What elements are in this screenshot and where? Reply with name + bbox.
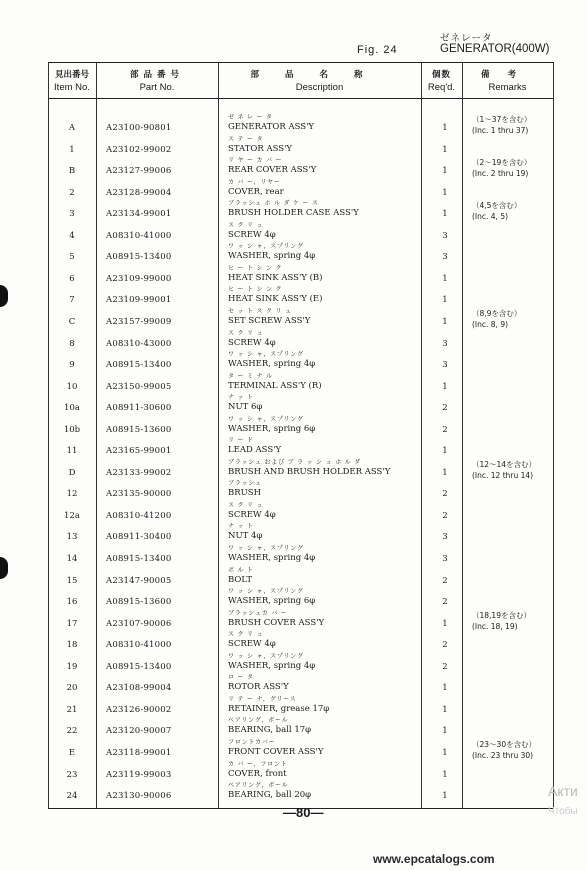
item-number: B xyxy=(68,166,76,177)
description-jp: ス ク リ ュ xyxy=(228,501,264,509)
remarks-jp: （4,5を含む） xyxy=(472,201,522,211)
quantity-required: 2 xyxy=(442,403,448,414)
quantity-required: 1 xyxy=(442,769,448,780)
item-number: 13 xyxy=(66,532,78,543)
description-jp: ワ ッ シ ャ，スプリング xyxy=(228,351,304,359)
activation-overlay-text: Акти xyxy=(548,783,578,799)
quantity-required: 2 xyxy=(442,489,448,500)
part-description xyxy=(228,308,310,327)
header-part-no: 部品番号 Part No. xyxy=(129,70,184,93)
table-row xyxy=(48,114,553,136)
part-number: A08915-13400 xyxy=(106,554,172,564)
table-row xyxy=(48,157,553,179)
description-jp: ブラッシュ および ブ ラ ッ シ ュ ホ ル ダ xyxy=(228,458,361,466)
binding-hole-mark xyxy=(0,557,8,579)
table-row xyxy=(48,437,553,459)
description-en: NUT 4φ xyxy=(228,531,263,542)
quantity-required: 1 xyxy=(442,704,448,715)
part-description xyxy=(228,136,292,155)
header-required: 個数 Req'd. xyxy=(427,70,456,93)
table-row xyxy=(48,179,553,201)
description-en: NUT 6φ xyxy=(228,402,263,413)
item-number: C xyxy=(68,316,76,327)
table-row xyxy=(48,136,553,158)
part-description xyxy=(228,588,315,607)
remarks-en: (Inc. 18, 19) xyxy=(472,621,518,631)
part-number: A23147-90005 xyxy=(106,575,172,586)
description-jp: ワ ッ シ ャ，スプリング xyxy=(228,415,304,423)
description-en: BEARING, ball 20φ xyxy=(228,790,312,801)
item-number: A xyxy=(68,123,76,133)
item-number: 8 xyxy=(69,338,75,349)
item-number: 5 xyxy=(69,252,75,263)
quantity-required: 1 xyxy=(442,316,448,327)
description-en: WASHER, spring 4φ xyxy=(228,359,316,370)
remarks-jp: （8,9を含む） xyxy=(472,308,522,318)
description-en: ROTOR ASS'Y xyxy=(228,682,289,693)
part-number: A23128-99004 xyxy=(106,187,172,198)
description-en: STATOR ASS'Y xyxy=(228,143,293,154)
remarks xyxy=(472,308,521,330)
item-number: 12 xyxy=(66,489,78,500)
quantity-required: 1 xyxy=(442,144,448,155)
item-number: 10 xyxy=(66,381,78,392)
part-description xyxy=(228,200,359,219)
part-number: A23102-99002 xyxy=(106,144,172,155)
part-number: A23126-90002 xyxy=(106,704,172,715)
description-en: SCREW 4φ xyxy=(228,639,276,650)
description-jp: ブラッシュカ バ ー xyxy=(228,609,288,617)
part-number: A23133-99002 xyxy=(106,467,172,478)
remarks-jp: （12〜14を含む） xyxy=(472,459,537,469)
part-description xyxy=(228,373,322,392)
part-description xyxy=(228,114,314,133)
activation-overlay-text: Чтобы xyxy=(548,806,578,817)
part-description xyxy=(228,480,262,499)
quantity-required: 2 xyxy=(442,597,448,608)
description-en: HEAT SINK ASS'Y (E) xyxy=(228,294,323,305)
part-description xyxy=(228,653,315,672)
remarks-jp: （1〜37を含む） xyxy=(472,115,532,124)
description-jp: セ ッ ト ス ク リ ュ xyxy=(228,307,292,315)
table-row xyxy=(48,653,553,675)
item-number: 17 xyxy=(66,618,78,629)
item-number: 22 xyxy=(66,726,78,737)
description-jp: ゼ ネ レ ー タ xyxy=(228,114,273,121)
description-jp: ヒ ー ト シ ン ク xyxy=(228,264,283,272)
table-row xyxy=(48,696,553,718)
table-row xyxy=(48,286,553,308)
description-jp: ベアリング，ボール xyxy=(228,717,289,725)
table-row xyxy=(48,567,553,589)
quantity-required: 3 xyxy=(442,338,448,349)
quantity-required: 1 xyxy=(442,187,448,198)
quantity-required: 3 xyxy=(442,532,448,543)
item-number: 15 xyxy=(66,575,78,586)
part-description xyxy=(228,567,254,586)
part-number: A23150-99005 xyxy=(106,381,172,392)
table-row xyxy=(48,200,553,222)
description-jp: リ ー ド xyxy=(228,437,254,445)
description-jp: ナ ッ ト xyxy=(228,523,254,531)
item-number: E xyxy=(68,747,76,758)
part-number: A08310-43000 xyxy=(106,338,172,349)
description-jp: ワ ッ シ ャ，スプリング xyxy=(228,545,304,552)
description-jp: ス ク リ ュ xyxy=(228,329,264,337)
part-description xyxy=(228,610,324,629)
description-jp: ワ ッ シ ャ，スプリング xyxy=(228,652,304,660)
description-en: SCREW 4φ xyxy=(228,509,276,520)
part-description xyxy=(228,523,262,542)
table-row xyxy=(48,351,553,373)
quantity-required: 1 xyxy=(442,123,448,133)
remarks xyxy=(472,157,531,179)
part-number: A23108-99004 xyxy=(106,683,172,694)
part-number: A23127-99006 xyxy=(106,166,172,177)
table-row xyxy=(48,588,553,610)
item-number: 12a xyxy=(64,510,80,521)
page-number: —80— xyxy=(283,805,324,820)
description-en: WASHER, spring 4φ xyxy=(228,553,316,563)
quantity-required: 1 xyxy=(442,166,448,177)
part-description xyxy=(228,761,288,780)
remarks-en: (Inc. 8, 9) xyxy=(472,319,509,329)
table-row xyxy=(48,459,553,481)
quantity-required: 3 xyxy=(442,360,448,371)
part-description xyxy=(228,222,276,241)
item-number: 2 xyxy=(69,187,75,198)
item-number: 19 xyxy=(66,661,78,672)
part-number: A23118-99001 xyxy=(106,747,172,758)
description-jp: ワ ッ シ ャ，スプリング xyxy=(228,588,304,596)
description-jp: フロントカバー xyxy=(228,738,276,746)
description-en: HEAT SINK ASS'Y (B) xyxy=(228,272,323,283)
description-en: FRONT COVER ASS'Y xyxy=(228,746,324,757)
quantity-required: 1 xyxy=(442,446,448,457)
remarks-en: (Inc. 2 thru 19) xyxy=(472,169,529,179)
quantity-required: 3 xyxy=(442,252,448,263)
remarks xyxy=(472,200,521,222)
part-description xyxy=(228,631,276,650)
description-jp: ブラッシュ xyxy=(228,480,262,488)
table-row xyxy=(48,631,553,653)
figure-title: GENERATOR(400W) xyxy=(440,43,550,55)
table-row xyxy=(48,717,553,739)
quantity-required: 1 xyxy=(442,683,448,694)
description-en: COVER, rear xyxy=(228,186,284,197)
description-jp: ス ク リ ュ xyxy=(228,221,264,229)
part-number: A08915-13400 xyxy=(106,360,172,371)
part-description xyxy=(228,502,276,521)
part-description xyxy=(228,394,262,413)
part-description xyxy=(228,545,315,564)
part-description xyxy=(228,782,311,801)
quantity-required: 2 xyxy=(442,510,448,521)
part-description xyxy=(228,717,311,736)
table-row xyxy=(48,782,553,804)
description-en: COVER, front xyxy=(228,768,287,779)
part-number: A08915-13400 xyxy=(106,252,172,263)
table-row xyxy=(48,330,553,352)
description-en: BRUSH xyxy=(228,488,262,499)
item-number: 9 xyxy=(69,360,75,371)
quantity-required: 1 xyxy=(442,273,448,284)
part-number: A23134-99001 xyxy=(106,209,172,220)
quantity-required: 1 xyxy=(442,295,448,306)
part-number: A08915-13400 xyxy=(106,661,172,672)
description-jp: カ バ ー，リヤー xyxy=(228,178,281,186)
part-number: A23107-90006 xyxy=(106,618,172,629)
description-en: BOLT xyxy=(228,574,252,585)
item-number: D xyxy=(68,467,76,478)
item-number: 21 xyxy=(66,704,78,715)
remarks-en: (Inc. 4, 5) xyxy=(472,212,509,222)
remarks xyxy=(472,610,531,632)
remarks-jp: （23〜30を含む） xyxy=(472,739,537,749)
quantity-required: 1 xyxy=(442,747,448,758)
quantity-required: 2 xyxy=(442,661,448,672)
quantity-required: 1 xyxy=(442,381,448,392)
part-description xyxy=(228,416,315,435)
description-jp: カ バ ー，フロント xyxy=(228,760,288,768)
quantity-required: 2 xyxy=(442,640,448,651)
part-number: A23120-90007 xyxy=(106,726,172,737)
header-description: 部品名称 Description xyxy=(250,70,389,93)
part-description xyxy=(228,179,284,198)
quantity-required: 2 xyxy=(442,575,448,586)
part-description xyxy=(228,265,323,284)
description-jp: ス テ ー タ xyxy=(228,135,264,143)
quantity-required: 3 xyxy=(442,554,448,564)
description-en: REAR COVER ASS'Y xyxy=(228,165,317,176)
part-description xyxy=(228,437,281,456)
table-row xyxy=(48,761,553,783)
item-number: 23 xyxy=(66,769,78,780)
part-number: A08310-41000 xyxy=(106,640,172,651)
table-row xyxy=(48,416,553,438)
description-en: BRUSH AND BRUSH HOLDER ASS'Y xyxy=(228,466,391,477)
description-en: SET SCREW ASS'Y xyxy=(228,315,311,326)
description-jp: タ ー ミ ナ ル xyxy=(228,372,273,380)
item-number: 10a xyxy=(64,403,80,414)
remarks-en: (Inc. 12 thru 14) xyxy=(472,470,534,480)
watermark: www.epcatalogs.com xyxy=(373,852,495,866)
remarks-jp: （2〜19を含む） xyxy=(472,158,532,168)
description-en: WASHER, spring 6φ xyxy=(228,596,316,607)
part-description xyxy=(228,739,323,758)
item-number: 4 xyxy=(69,230,75,241)
table-row xyxy=(48,308,553,330)
table-row xyxy=(48,394,553,416)
remarks-en: (Inc. 1 thru 37) xyxy=(472,126,529,135)
part-number: A08310-41000 xyxy=(106,230,172,241)
part-number: A23130-90006 xyxy=(106,791,172,802)
part-number: A23165-99001 xyxy=(106,446,172,457)
part-number: A23109-99001 xyxy=(106,295,172,306)
item-number: 1 xyxy=(69,144,75,155)
description-jp: リ ヤ ー カ バ ー xyxy=(228,157,283,165)
header-item-no: 見出番号 Item No. xyxy=(54,70,90,93)
part-number: A23109-99000 xyxy=(106,273,172,284)
part-number: A23135-90000 xyxy=(106,489,172,500)
figure-title-jp: ゼネレータ xyxy=(440,33,493,44)
item-number: 10b xyxy=(63,424,81,435)
item-number: 3 xyxy=(69,209,75,220)
description-jp: ロ ー タ xyxy=(228,674,254,682)
table-row xyxy=(48,480,553,502)
item-number: 14 xyxy=(66,554,78,564)
description-en: SCREW 4φ xyxy=(228,337,276,348)
description-en: RETAINER, grease 17φ xyxy=(228,703,330,714)
item-number: 20 xyxy=(66,683,78,694)
table-row xyxy=(48,739,553,761)
description-jp: ワ ッ シ ャ，スプリング xyxy=(228,243,304,251)
description-en: LEAD ASS'Y xyxy=(228,445,282,456)
table-row xyxy=(48,373,553,395)
quantity-required: 3 xyxy=(442,230,448,241)
part-description xyxy=(228,696,329,715)
description-en: TERMINAL ASS'Y (R) xyxy=(228,380,322,391)
description-jp: ナ ッ ト xyxy=(228,394,254,402)
quantity-required: 1 xyxy=(442,467,448,478)
item-number: 6 xyxy=(69,273,75,284)
table-row xyxy=(48,610,553,632)
part-description xyxy=(228,157,316,176)
description-en: WASHER, spring 4φ xyxy=(228,251,316,262)
description-en: SCREW 4φ xyxy=(228,229,276,240)
table-row xyxy=(48,265,553,287)
part-description xyxy=(228,674,289,693)
table-row xyxy=(48,523,553,545)
quantity-required: 1 xyxy=(442,791,448,802)
description-jp: ブラッシュ ホ ル ダ ケ ー ス xyxy=(228,200,319,208)
description-jp: ボ ル ト xyxy=(228,566,254,574)
description-jp: ス ク リ ュ xyxy=(228,631,264,639)
part-number: A23100-90801 xyxy=(106,123,172,133)
remarks-en: (Inc. 23 thru 30) xyxy=(472,750,534,760)
description-en: WASHER, spring 6φ xyxy=(228,423,316,434)
part-number: A08310-41200 xyxy=(106,510,172,521)
part-number: A08911-30600 xyxy=(106,403,172,414)
table-row xyxy=(48,222,553,244)
description-en: BEARING, ball 17φ xyxy=(228,725,312,736)
part-description xyxy=(228,330,276,349)
description-en: WASHER, spring 4φ xyxy=(228,660,316,671)
item-number: 18 xyxy=(66,640,78,651)
part-number: A08911-30400 xyxy=(106,532,172,543)
quantity-required: 1 xyxy=(442,209,448,220)
parts-table xyxy=(48,62,553,808)
quantity-required: 1 xyxy=(442,618,448,629)
remarks-jp: （18,19を含む） xyxy=(472,610,531,620)
part-number: A08915-13600 xyxy=(106,597,172,608)
remarks xyxy=(472,739,536,761)
part-description xyxy=(228,243,315,262)
item-number: 7 xyxy=(69,295,75,306)
part-description xyxy=(228,459,390,478)
table-row xyxy=(48,502,553,524)
part-number: A23119-99003 xyxy=(106,769,172,780)
description-jp: リ テ ー ナ，グリース xyxy=(228,695,297,703)
figure-number: Fig. 24 xyxy=(357,44,398,56)
remarks xyxy=(472,114,531,136)
header-remarks: 備考 Remarks xyxy=(480,70,534,93)
quantity-required: 1 xyxy=(442,726,448,737)
table-row xyxy=(48,545,553,567)
description-en: BRUSH COVER ASS'Y xyxy=(228,617,325,628)
part-number: A08915-13600 xyxy=(106,424,172,435)
table-row xyxy=(48,674,553,696)
quantity-required: 2 xyxy=(442,424,448,435)
part-description xyxy=(228,286,322,305)
description-jp: ベアリング，ボール xyxy=(228,782,289,790)
table-row xyxy=(48,243,553,265)
remarks xyxy=(472,459,536,481)
description-jp: ヒ ー ト シ ン ク xyxy=(228,286,283,294)
item-number: 16 xyxy=(66,597,78,608)
item-number: 11 xyxy=(66,446,78,457)
binding-hole-mark xyxy=(0,285,8,307)
description-en: GENERATOR ASS'Y xyxy=(228,122,315,132)
item-number: 24 xyxy=(66,791,78,802)
part-description xyxy=(228,351,315,370)
description-en: BRUSH HOLDER CASE ASS'Y xyxy=(228,208,359,219)
part-number: A23157-99009 xyxy=(106,316,172,327)
